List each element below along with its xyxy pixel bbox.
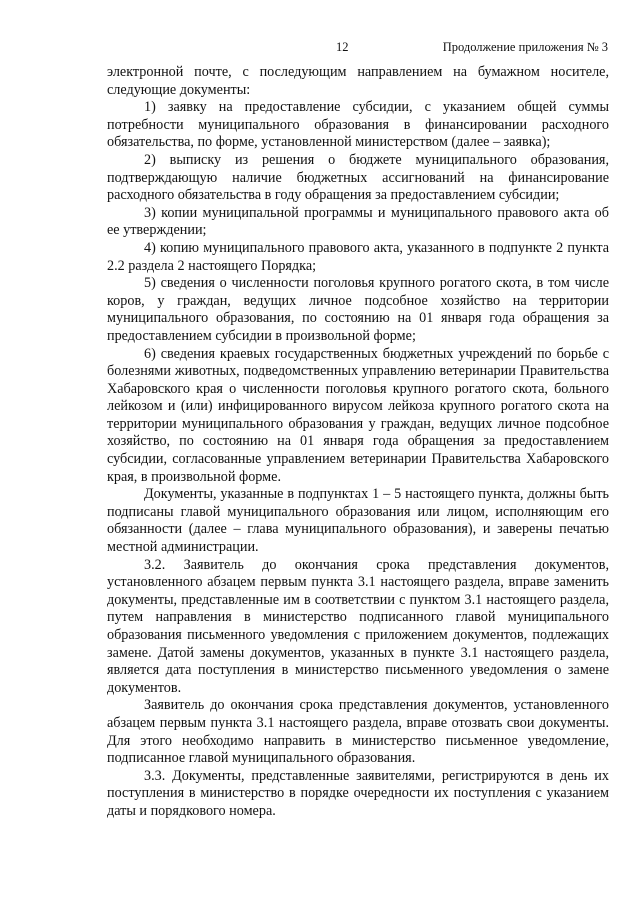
paragraph-item-4: 4) копию муниципального правового акта, указанного в подпункте 2 пункта 2.2 раздела 2 настоящего Порядка;: [107, 239, 609, 274]
paragraph-signing: Документы, указанные в подпунктах 1 – 5 настоящего пункта, должны быть подписаны главой муниципального образования или лицом, исполняющим его обязанности (далее – глава муниципального образования), и заверены печатью местной администрации.: [107, 486, 609, 556]
continuation-label: Продолжение приложения № 3: [442, 40, 608, 54]
document-body: [107, 64, 609, 821]
paragraph-item-2: 2) выписку из решения о бюджете муниципального образования, подтверждающую наличие бюджетных ассигнований на финансирование расходного обязательства в году обращения за предоставлением субсидии;: [107, 151, 609, 204]
paragraph-intro: электронной почте, с последующим направлением на бумажном носителе, следующие документы:: [107, 64, 609, 98]
paragraph-withdrawal: Заявитель до окончания срока представления документов, установленного абзацем первым пункта 3.1 настоящего раздела, вправе отозвать свои документы. Для этого необходимо направить в министерство письменное уведомление, подписанное главой муниципального образования.: [107, 697, 609, 767]
paragraph-item-1: 1) заявку на предоставление субсидии, с указанием общей суммы потребности муниципального образования в финансировании расходного обязательства, по форме, установленной министерством (далее – заявка);: [107, 99, 609, 151]
paragraph-3-2: 3.2. Заявитель до окончания срока представления документов, установленного абзацем первым пункта 3.1 настоящего раздела, вправе заменить документы, представленные им в соответствии с пунктом 3.1 настоящего раздела, путем направления в министерство подписанного главой муниципального образования письменного уведомления с приложением документов, подлежащих замене. Датой замены документов, указанных в пункте 3.1 настоящего раздела, является дата поступления в министерство письменного уведомления о замене документов.: [107, 556, 609, 696]
page-header: [0, 38, 640, 56]
paragraph-item-3: 3) копии муниципальной программы и муниципального правового акта об ее утверждении;: [107, 204, 609, 239]
page-number: 12: [336, 40, 349, 54]
paragraph-item-5: 5) сведения о численности поголовья крупного рогатого скота, в том числе коров, у граждан, ведущих личное подсобное хозяйство на территории муниципального образования, по состоянию на 01 января года обращения за предоставлением субсидии в произвольной форме;: [107, 275, 609, 344]
paragraph-item-6: 6) сведения краевых государственных бюджетных учреждений по борьбе с болезнями животных, подведомственных управлению ветеринарии Правительства Хабаровского края о численности поголовья крупного рогатого скота, больного лейкозом и (или) инфицированного вирусом лейкоза крупного рогатого скота на территории муниципального образования у граждан, ведущих личное подсобное хозяйство, по состоянию на 01 января года обращения за предоставлением субсидии, согласованные управлением ветеринарии Правительства Хабаровского края, в произвольной форме.: [107, 345, 609, 485]
paragraph-3-3: 3.3. Документы, представленные заявителями, регистрируются в день их поступления в министерство в порядке очередности их поступления с указанием даты и порядкового номера.: [107, 767, 609, 819]
